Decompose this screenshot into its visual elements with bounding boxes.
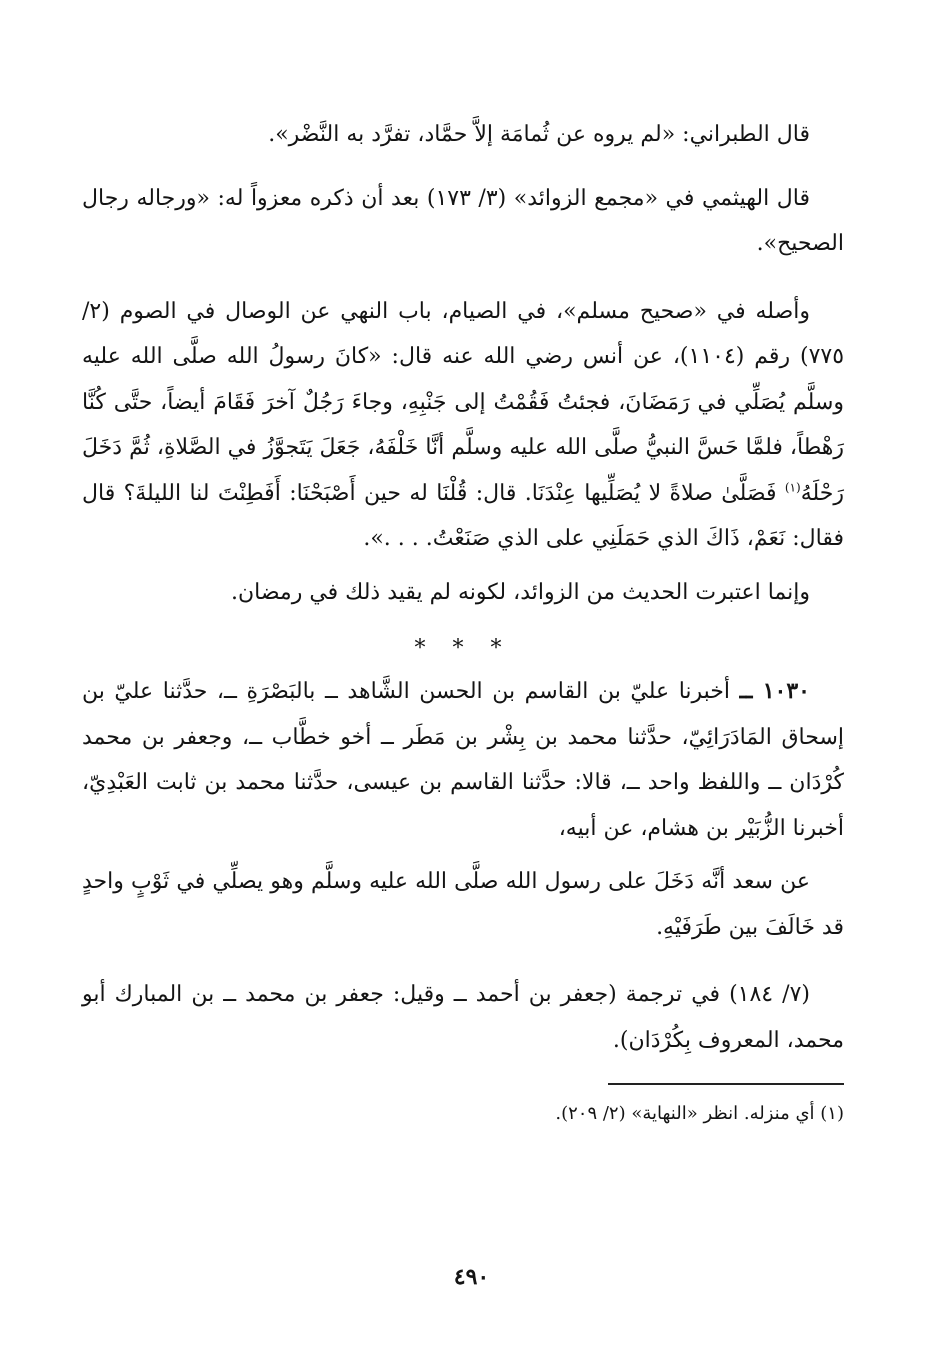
paragraph-muslim-part1: وأصله في «صحيح مسلم»، في الصيام، باب النهي عن الوصال في الصوم (٢/ ٧٧٥) رقم (١١٠٤)، عن أنس رضي الله عنه قال: «كانَ رسولُ الله صلَّى الله عليه وسلَّم يُصَلِّي في رَمَضَانَ، فجئتُ فَقُمْتُ إلى جَنْبِهِ، وجاءَ رَجُلٌ آخرَ فَقَامَ أيضاً، حتَّى كُنَّا رَهْطاً، فلمَّا حَسَّ النبيُّ صلَّى الله عليه وسلَّم أنَّا خَلْفَهُ، جَعَلَ يَتَجوَّزُ في الصَّلاةِ، ثُمَّ دَخَلَ رَحْلَهُ (82, 298, 845, 506)
paragraph-zawaid-note: وإنما اعتبرت الحديث من الزوائد، لكونه لم يقيد ذلك في رمضان. (230, 579, 810, 605)
footnote-divider (608, 1083, 844, 1085)
page-body (82, 112, 844, 1147)
paragraph-tabarani: قال الطبراني: «لم يروه عن ثُمامَة إلاَّ حمَّاد، تفرَّد به النَّضْر». (268, 122, 810, 147)
footnote-marker: (١) (784, 480, 801, 495)
hadith-number: ١٠٣٠ ــ (739, 678, 810, 704)
paragraph-haythami: قال الهيثمي في «مجمع الزوائد» (٣/ ١٧٣) بعد أن ذكره معزواً له: «ورجاله رجال الصحيح». (82, 185, 844, 256)
hadith-matn: عن سعد أنَّه دَخَلَ على رسول الله صلَّى الله عليه وسلَّم وهو يصلِّي في ثَوْبٍ واحدٍ قد خَالَفَ بين طَرَفَيْهِ. (82, 869, 844, 940)
reference-note: (٧/ ١٨٤) في ترجمة (جعفر بن أحمد ــ وقيل: جعفر بن محمد ــ بن المبارك أبو محمد، المعروف بِكُرْدَان). (82, 982, 844, 1053)
hadith-isnad (82, 669, 844, 851)
footnote: (١) أي منزله. انظر «النهاية» (٢/ ٢٠٩). (555, 1103, 844, 1124)
hadith-isnad-text: أخبرنا عليّ بن القاسم بن الحسن الشَّاهد ــ بالبَصْرَةِ ــ، حدَّثنا عليّ بن إسحاق المَادَرَائِيّ، حدَّثنا محمد بن بِشْر بن مَطَر ــ أخو خطَّاب ــ، وجعفر بن محمد كُرْدَان ــ واللفظ واحد ــ، قالا: حدَّثنا القاسم بن عيسى، حدَّثنا محمد بن ثابت العَبْدِيّ، أخبرنا الزُّبَيْر بن هشام، عن أبيه، (82, 679, 844, 841)
page-number: ٤٩٠ (453, 1264, 490, 1290)
paragraph-muslim-part2: فَصَلَّىٰ صلاةً لا يُصَلِّيها عِنْدَنَا. قال: قُلْنَا له حين أَصْبَحْنَا: أَفَطِنْتَ لنا الليلةَ؟ قال فقال: نَعَمْ، ذَاكَ الذي حَمَلَنِي على الذي صَنَعْتُ. . . .». (82, 480, 844, 551)
paragraph-muslim (82, 289, 844, 562)
section-separator: * * * (414, 636, 512, 661)
